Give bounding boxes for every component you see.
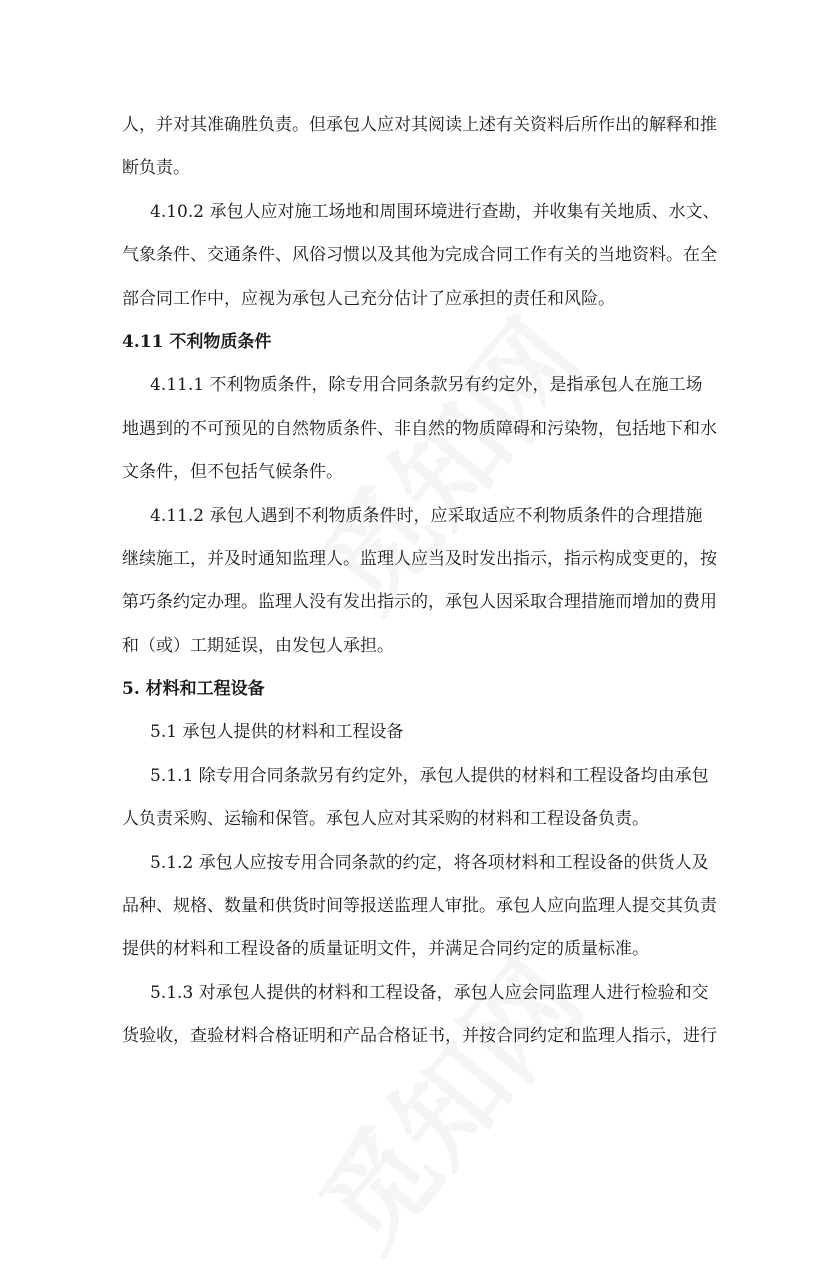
text-line: 4.11.1 不利物质条件，除专用合同条款另有约定外，是指承包人在施工场 bbox=[150, 375, 703, 396]
paragraph bbox=[122, 364, 717, 494]
paragraph bbox=[122, 972, 717, 1059]
text-line: 气象条件、交通条件、风俗习惯以及其他为完成合同工作有关的当地资料。在全 bbox=[122, 245, 717, 266]
text-line: 断负责。 bbox=[122, 158, 190, 179]
text-line: 提供的材料和工程设备的质量证明文件，并满足合同约定的质量标准。 bbox=[122, 939, 649, 960]
text-line: 5.1.3 对承包人提供的材料和工程设备，承包人应会同监理人进行检验和交 bbox=[150, 982, 709, 1003]
text-line: 文条件，但不包括气候条件。 bbox=[122, 462, 343, 483]
text-line: 5.1.2 承包人应按专用合同条款的约定，将各项材料和工程设备的供货人及 bbox=[150, 852, 709, 873]
text-line: 人，并对其准确胜负责。但承包人应对其阅读上述有关资料后所作出的解释和推 bbox=[122, 115, 717, 135]
paragraph bbox=[122, 104, 717, 191]
text-line: 4.10.2 承包人应对施工场地和周围环境进行查勘，并收集有关地质、水文、 bbox=[150, 201, 720, 222]
text-line: 5.1.1 除专用合同条款另有约定外，承包人提供的材料和工程设备均由承包 bbox=[150, 765, 709, 786]
text-line: 部合同工作中，应视为承包人己充分估计了应承担的责任和风险。 bbox=[122, 288, 615, 309]
paragraph bbox=[122, 495, 717, 669]
paragraph bbox=[122, 711, 702, 754]
text-line: 4.11 不利物质条件 bbox=[122, 331, 272, 352]
document-body bbox=[122, 104, 720, 1059]
text-line: 货验收，查验材料合格证明和产品合格证书，并按合同约定和监理人指示，进行 bbox=[122, 1026, 717, 1047]
text-line: 5.1 承包人提供的材料和工程设备 bbox=[150, 722, 404, 743]
paragraph bbox=[122, 755, 709, 842]
text-line: 5. 材料和工程设备 bbox=[122, 679, 265, 700]
paragraph bbox=[122, 842, 717, 972]
section-heading bbox=[122, 321, 702, 364]
text-line: 人负责采购、运输和保管。承包人应对其采购的材料和工程设备负责。 bbox=[122, 809, 649, 830]
text-line: 4.11.2 承包人遇到不利物质条件时，应采取适应不利物质条件的合理措施 bbox=[150, 505, 703, 526]
section-heading bbox=[122, 668, 702, 711]
text-line: 和（或）工期延误，由发包人承担。 bbox=[122, 635, 394, 656]
text-line: 地遇到的不可预见的自然物质条件、非自然的物质障碍和污染物，包括地下和水 bbox=[122, 418, 717, 439]
paragraph bbox=[122, 191, 720, 321]
text-line: 继续施工，并及时通知监理人。监理人应当及时发出指示，指示构成变更的，按 bbox=[122, 548, 717, 569]
text-line: 品种、规格、数量和供货时间等报送监理人审批。承包人应向监理人提交其负责 bbox=[122, 896, 717, 917]
text-line: 第巧条约定办理。监理人没有发出指示的，承包人因采取合理措施而增加的费用 bbox=[122, 592, 717, 613]
